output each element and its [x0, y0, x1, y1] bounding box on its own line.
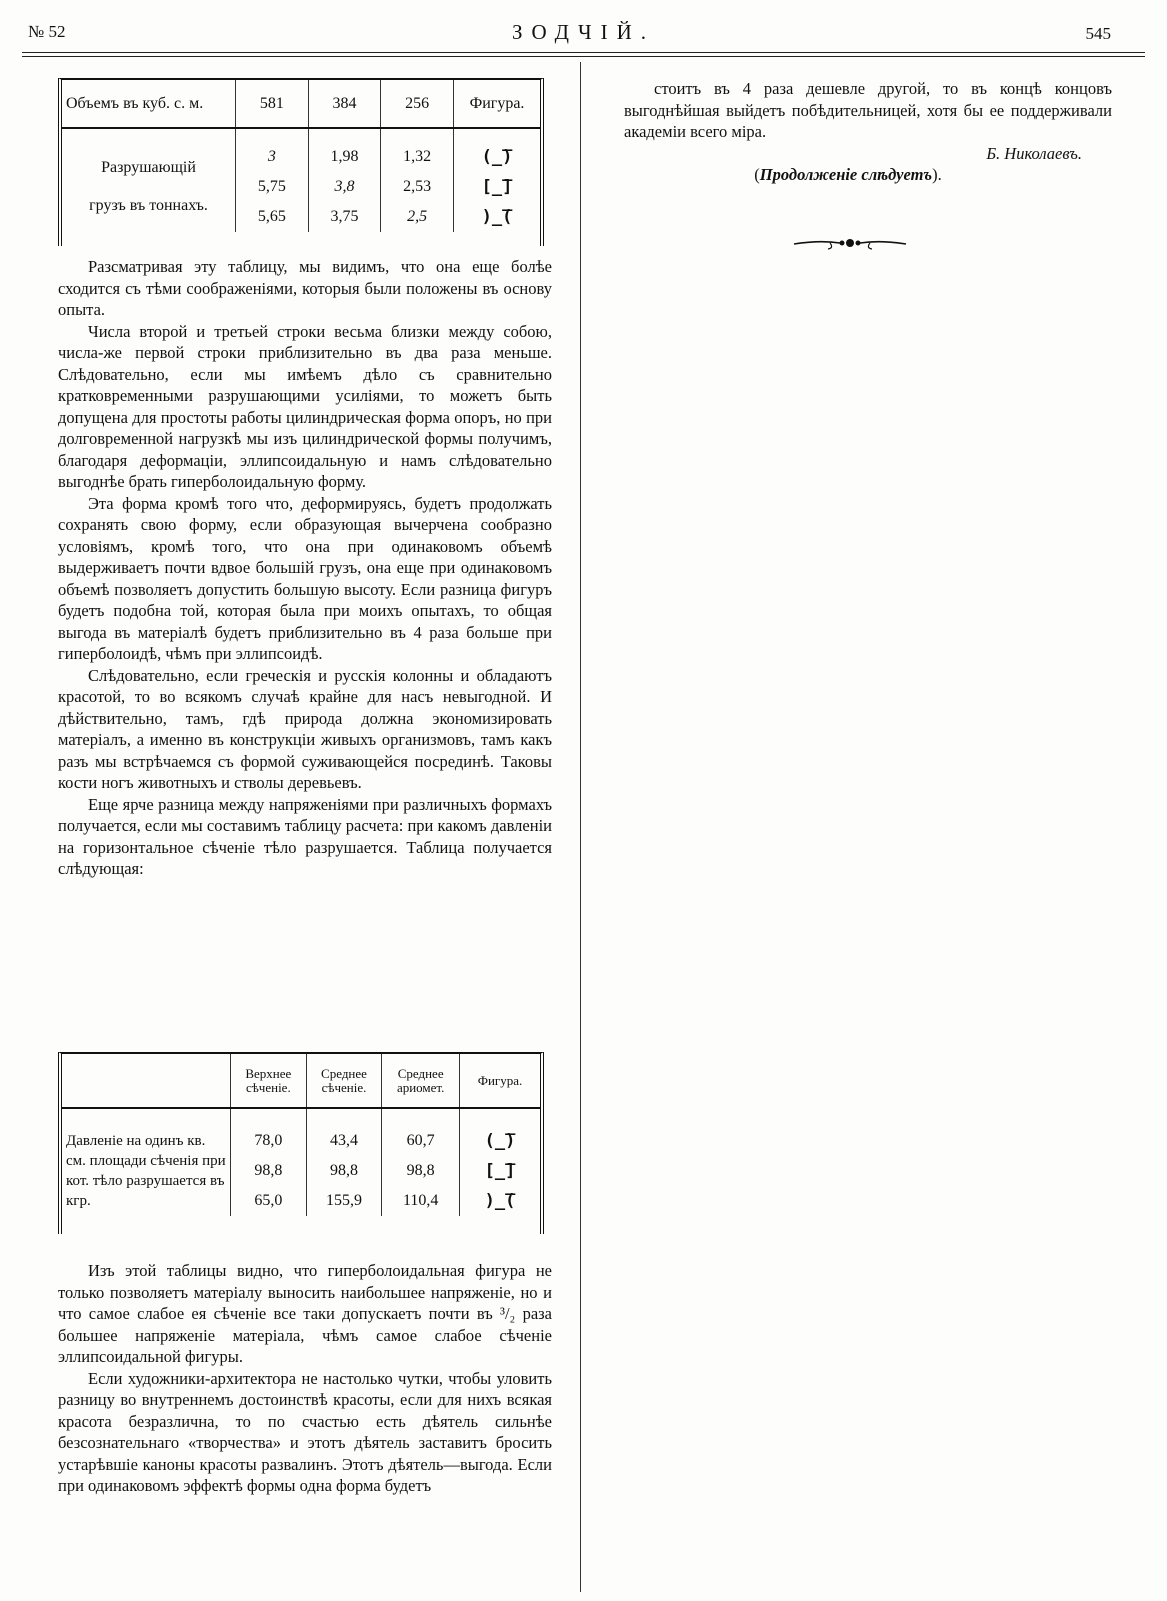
- row-label-line-1: Разрушающій: [101, 159, 196, 176]
- table-cell: 2,53: [381, 172, 454, 202]
- table-cell: 3,8: [308, 172, 381, 202]
- figure-hyperboloid-icon: )̲̅(: [484, 1191, 516, 1211]
- table2-row-label: Давленіе на одинъ кв. см. площади сѣченія при кот. тѣло разрушается въ кгр.: [62, 1126, 231, 1216]
- page-number: 545: [1085, 24, 1111, 43]
- table1-header-label: Объемъ въ куб. с. м.: [62, 80, 236, 128]
- table-cell: 3,75: [308, 202, 381, 232]
- table2-header-mean: Среднее ариомет.: [382, 1054, 460, 1108]
- left-column-upper: [58, 256, 552, 880]
- author-signature: Б. Николаевъ.: [986, 143, 1082, 163]
- journal-title: ЗОДЧІЙ.: [511, 20, 656, 44]
- continued-text: Продолженіе слѣдуетъ: [759, 165, 933, 184]
- table-cell: 98,8: [306, 1156, 382, 1186]
- paragraph: Если художники-архитектора не настолько чутки, чтобы уловить разницу во внутреннемъ достоинствѣ красоты, если для нихъ всякая красота безразлична, то по счастью есть дѣятель сильнѣе безсознательнаго «творчества» и этотъ дѣятель заставитъ бросить устарѣвшіе каноны красоты развалинъ. Этотъ дѣятель—выгода. Если при одинаковомъ эффектѣ формы одна форма будетъ: [58, 1368, 552, 1495]
- header-rule: [22, 52, 1145, 53]
- table-cell: 43,4: [306, 1126, 382, 1156]
- table-cell: 78,0: [231, 1126, 307, 1156]
- table-cell: 98,8: [382, 1156, 460, 1186]
- left-column-lower: [58, 1260, 552, 1497]
- issue-number: № 52: [28, 22, 66, 41]
- table-cell: 65,0: [231, 1186, 307, 1216]
- page-header: [0, 0, 1167, 60]
- row-label-line-2: грузъ въ тоннахъ.: [89, 197, 208, 214]
- table1-fig-header: Фигура.: [454, 80, 541, 128]
- table-cell: 2,5: [381, 202, 454, 232]
- paragraph: стоитъ въ 4 раза дешевле другой, то въ концѣ концовъ выгоднѣйшая выйдетъ побѣдительницей, хотя бы ее поддерживали академіи всего міра.: [624, 79, 1112, 141]
- table2-corner: [62, 1054, 231, 1108]
- paragraph: Числа второй и третьей строки весьма близки между собою, числа-же первой строки приблизительно въ два раза меньше. Слѣдовательно, если мы имѣемъ дѣло съ сравнительно кратковременными разрушающими усиліями, то можетъ быть допущена для простоты работы цилиндрическая форма опоръ, но при долговременной нагрузкѣ мы изъ цилиндрической формы получимъ, благодаря деформаціи, эллипсоидальную и намъ слѣдовательно выгоднѣе брать гиперболоидальную форму.: [58, 321, 552, 491]
- table-cell: 1,32: [381, 142, 454, 172]
- table-cell: 155,9: [306, 1186, 382, 1216]
- table1-col-256: 256: [381, 80, 454, 128]
- table-row: [62, 142, 540, 172]
- table2-header-top-section: Верхнее сѣченіе.: [231, 1054, 307, 1108]
- figure-cylinder-icon: (̲̅): [484, 1131, 516, 1151]
- continued-close: ).: [932, 165, 942, 184]
- figure-ellipsoid-icon: [̲̅]: [481, 177, 513, 197]
- column-divider: [580, 62, 581, 1592]
- table-volume-load: [58, 78, 544, 246]
- table-pressure: [58, 1052, 544, 1234]
- table-cell: 110,4: [382, 1186, 460, 1216]
- continued-note: [584, 164, 1112, 186]
- table-cell: 5,75: [236, 172, 309, 202]
- table1-row-label: [62, 142, 236, 232]
- table-cell: 1,98: [308, 142, 381, 172]
- table-cell: 3: [236, 142, 309, 172]
- table2-header-figure: Фигура.: [460, 1054, 541, 1108]
- table-cell: 5,65: [236, 202, 309, 232]
- figure-hyperboloid-icon: )̲̅(: [481, 207, 513, 227]
- ornament-icon: [790, 234, 910, 252]
- paragraph: Слѣдовательно, если греческія и русскія колонны и обладаютъ красотой, то во всякомъ случаѣ крайне для насъ невыгодной. И дѣйствительно, тамъ, гдѣ природа должна экономизировать матеріалъ, а именно въ конструкціи живыхъ организмовъ, тамъ какъ разъ мы встрѣчаемся съ формой суживающейся посрединѣ. Таковы кости ногъ животныхъ и стволы деревьевъ.: [58, 665, 552, 792]
- table2-header-mid-section: Среднее сѣченіе.: [306, 1054, 382, 1108]
- table1-col-384: 384: [308, 80, 381, 128]
- header-rule-2: [22, 56, 1145, 57]
- paragraph: Изъ этой таблицы видно, что гиперболоидальная фигура не только позволяетъ матеріалу выносить наибольшее напряженіе, но и что самое слабое ея сѣченіе все таки допускаетъ почти въ ³/₂ раза большее напряженіе матеріала, чѣмъ самое слабое сѣченіе эллипсоидальной фигуры.: [58, 1261, 552, 1366]
- table-cell: 60,7: [382, 1126, 460, 1156]
- figure-ellipsoid-icon: [̲̅]: [484, 1161, 516, 1181]
- right-column: [624, 78, 1112, 186]
- table-row: [62, 1126, 540, 1156]
- paragraph: Разсматривая эту таблицу, мы видимъ, что она еще болѣе сходится съ тѣми соображеніями, которыя были положены въ основу опыта.: [58, 257, 552, 319]
- table1-col-581: 581: [236, 80, 309, 128]
- paragraph: Эта форма кромѣ того что, деформируясь, будетъ продолжать сохранять свою форму, если образующая вычерчена сообразно условіямъ, кромѣ того, что она при одинаковомъ объемѣ выдерживаетъ почти вдвое большій грузъ, она еще при одинаковомъ объемѣ позволяетъ допустить большую высоту. Если разница фигуръ будетъ подобна той, которая была при моихъ опытахъ, то общая выгода въ матеріалѣ будетъ приблизительно въ 4 раза больше при гиперболоидѣ, чѣмъ при эллипсоидѣ.: [58, 493, 552, 663]
- table-cell: 98,8: [231, 1156, 307, 1186]
- figure-cylinder-icon: (̲̅): [481, 147, 513, 167]
- paragraph: Еще ярче разница между напряженіями при различныхъ формахъ получается, если мы составимъ таблицу расчета: при какомъ давленіи на горизонтальное сѣченіе тѣло разрушается. Таблица получается слѣдующая:: [58, 794, 552, 878]
- continued-open: (: [754, 165, 760, 184]
